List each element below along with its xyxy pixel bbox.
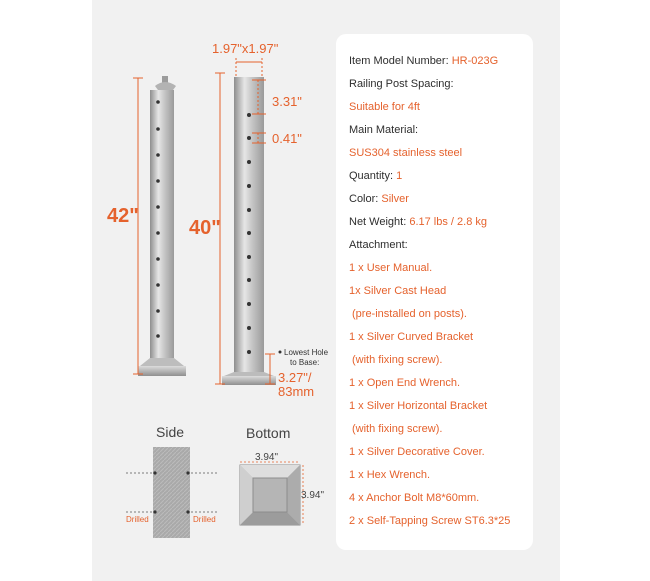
spec-item: 1 x Hex Wrench. [349, 469, 431, 481]
spec-item: 1 x User Manual. [349, 262, 433, 274]
spec-item: 1 x Open End Wrench. [349, 377, 461, 389]
spec-item: 1 x Silver Curved Bracket [349, 331, 474, 343]
drilled-label-left: Drilled [126, 515, 149, 524]
total-height-label: 42" [107, 205, 139, 227]
hole-spacing-label: 0.41" [272, 131, 302, 146]
lowest-hole-label-2: to Base: [290, 358, 320, 367]
spec-item: SUS304 stainless steel [349, 147, 463, 159]
spec-item: 1x Silver Cast Head [349, 285, 447, 297]
bottom-view-drawing [240, 462, 303, 525]
spec-item: 4 x Anchor Bolt M8*60mm. [349, 492, 480, 504]
lowest-hole-value-1: 3.27"/ [278, 370, 312, 385]
base-depth-label: 3.94" [301, 490, 325, 501]
right-post [222, 77, 276, 385]
spec-item: Net Weight: 6.17 lbs / 2.8 kg [349, 216, 487, 228]
spec-item: 1 x Silver Decorative Cover. [349, 446, 485, 458]
drilled-label-right: Drilled [193, 515, 216, 524]
lowest-hole-label-1: Lowest Hole [284, 348, 329, 357]
spec-item: 1 x Silver Horizontal Bracket [349, 400, 488, 412]
spec-item: Main Material: [349, 124, 419, 136]
spec-item: Item Model Number: HR-023G [349, 55, 499, 67]
spec-item: Quantity: 1 [349, 170, 403, 182]
width-dimension-label: 1.97"x1.97" [212, 41, 279, 56]
post-height-label: 40" [189, 217, 221, 239]
spec-item: Railing Post Spacing: [349, 78, 454, 90]
base-width-label: 3.94" [255, 452, 279, 463]
spec-item: Attachment: [349, 239, 408, 251]
lowest-hole-value-2: 83mm [278, 384, 315, 399]
side-view-title: Side [156, 424, 185, 440]
left-post [138, 76, 186, 376]
side-view-drawing [126, 447, 217, 538]
spec-item: (with fixing screw). [352, 423, 443, 435]
spec-item: 2 x Self-Tapping Screw ST6.3*25 [349, 515, 511, 527]
spec-item: (pre-installed on posts). [352, 308, 467, 320]
top-spacing-label: 3.31" [272, 94, 302, 109]
spec-item: Color: Silver [349, 193, 409, 205]
spec-item: (with fixing screw). [352, 354, 443, 366]
bottom-view-title: Bottom [246, 425, 291, 441]
spec-item: Suitable for 4ft [349, 101, 420, 113]
